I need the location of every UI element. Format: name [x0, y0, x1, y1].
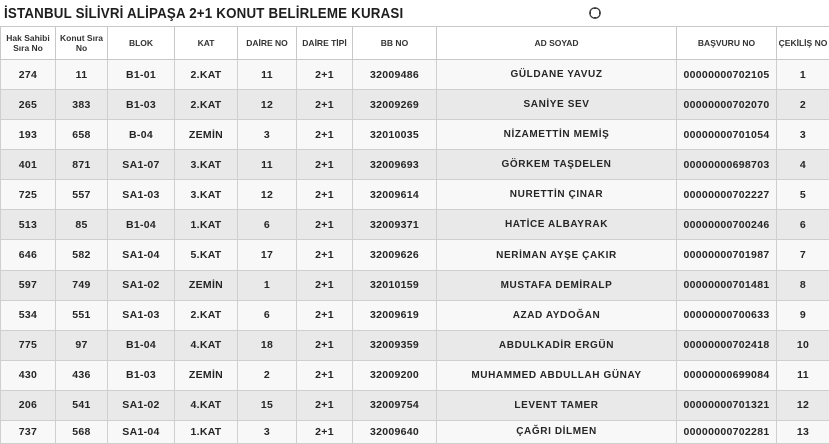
cell-daire-no: 3	[238, 420, 297, 443]
cell-bb-no: 32009269	[353, 90, 437, 120]
cell-konut-sira-no: 749	[56, 270, 108, 300]
cell-cekilis-no: 8	[777, 270, 829, 300]
cell-bb-no: 32009359	[353, 330, 437, 360]
cell-kat: 1.KAT	[175, 210, 238, 240]
cell-daire-tipi: 2+1	[297, 270, 353, 300]
cell-cekilis-no: 9	[777, 300, 829, 330]
cell-cekilis-no: 7	[777, 240, 829, 270]
cell-daire-tipi: 2+1	[297, 390, 353, 420]
cell-daire-no: 17	[238, 240, 297, 270]
cell-konut-sira-no: 97	[56, 330, 108, 360]
cell-basvuru-no: 00000000702105	[677, 60, 777, 90]
table-row	[1, 330, 829, 360]
cell-hak-sahibi-sira-no: 534	[1, 300, 56, 330]
table-row	[1, 60, 829, 90]
cell-bb-no: 32009200	[353, 360, 437, 390]
cell-ad-soyad: NURETTİN ÇINAR	[437, 180, 677, 210]
cell-daire-no: 12	[238, 90, 297, 120]
cell-hak-sahibi-sira-no: 265	[1, 90, 56, 120]
cell-kat: 2.KAT	[175, 60, 238, 90]
cell-daire-no: 6	[238, 300, 297, 330]
cell-konut-sira-no: 557	[56, 180, 108, 210]
cell-ad-soyad: LEVENT TAMER	[437, 390, 677, 420]
table-header-row	[1, 27, 829, 60]
cell-ad-soyad: SANİYE SEV	[437, 90, 677, 120]
cell-kat: 1.KAT	[175, 420, 238, 443]
page-title: İSTANBUL SİLİVRİ ALİPAŞA 2+1 KONUT BELİRLEME KURASI	[4, 6, 404, 22]
cell-konut-sira-no: 383	[56, 90, 108, 120]
cell-bb-no: 32009371	[353, 210, 437, 240]
cell-basvuru-no: 00000000702227	[677, 180, 777, 210]
header-blok: BLOK	[108, 27, 175, 60]
cell-blok: SA1-07	[108, 150, 175, 180]
cell-cekilis-no: 12	[777, 390, 829, 420]
cell-kat: 3.KAT	[175, 180, 238, 210]
cell-blok: B1-01	[108, 60, 175, 90]
cell-konut-sira-no: 568	[56, 420, 108, 443]
cell-kat: 4.KAT	[175, 330, 238, 360]
cell-daire-tipi: 2+1	[297, 360, 353, 390]
cell-blok: B-04	[108, 120, 175, 150]
cell-ad-soyad: MUSTAFA DEMİRALP	[437, 270, 677, 300]
cell-konut-sira-no: 658	[56, 120, 108, 150]
cell-konut-sira-no: 871	[56, 150, 108, 180]
table-row	[1, 420, 829, 443]
header-basvuru-no: BAŞVURU NO	[677, 27, 777, 60]
cell-konut-sira-no: 436	[56, 360, 108, 390]
cell-bb-no: 32010035	[353, 120, 437, 150]
cell-basvuru-no: 00000000701481	[677, 270, 777, 300]
cell-blok: SA1-02	[108, 270, 175, 300]
cell-hak-sahibi-sira-no: 737	[1, 420, 56, 443]
cell-blok: SA1-04	[108, 420, 175, 443]
cell-blok: B1-03	[108, 360, 175, 390]
cell-bb-no: 32009693	[353, 150, 437, 180]
cell-bb-no: 32009626	[353, 240, 437, 270]
cell-blok: SA1-03	[108, 300, 175, 330]
cell-cekilis-no: 11	[777, 360, 829, 390]
cell-ad-soyad: HATİCE ALBAYRAK	[437, 210, 677, 240]
cell-basvuru-no: 00000000701987	[677, 240, 777, 270]
cell-bb-no: 32009614	[353, 180, 437, 210]
table-row	[1, 390, 829, 420]
table-row	[1, 360, 829, 390]
cell-basvuru-no: 00000000700633	[677, 300, 777, 330]
cell-bb-no: 32009754	[353, 390, 437, 420]
cell-blok: SA1-02	[108, 390, 175, 420]
cell-konut-sira-no: 85	[56, 210, 108, 240]
cell-hak-sahibi-sira-no: 775	[1, 330, 56, 360]
header-kat: KAT	[175, 27, 238, 60]
cell-daire-no: 11	[238, 60, 297, 90]
cell-kat: 4.KAT	[175, 390, 238, 420]
table-row	[1, 210, 829, 240]
cell-basvuru-no: 00000000698703	[677, 150, 777, 180]
cell-basvuru-no: 00000000702418	[677, 330, 777, 360]
cell-basvuru-no: 00000000701054	[677, 120, 777, 150]
cell-daire-tipi: 2+1	[297, 120, 353, 150]
cell-cekilis-no: 6	[777, 210, 829, 240]
cell-konut-sira-no: 582	[56, 240, 108, 270]
cell-ad-soyad: ÇAĞRI DİLMEN	[437, 420, 677, 443]
cell-daire-tipi: 2+1	[297, 60, 353, 90]
cell-kat: 3.KAT	[175, 150, 238, 180]
cell-hak-sahibi-sira-no: 206	[1, 390, 56, 420]
cell-cekilis-no: 10	[777, 330, 829, 360]
cell-bb-no: 32010159	[353, 270, 437, 300]
cell-daire-tipi: 2+1	[297, 330, 353, 360]
cell-cekilis-no: 1	[777, 60, 829, 90]
cell-basvuru-no: 00000000702281	[677, 420, 777, 443]
cell-blok: B1-04	[108, 210, 175, 240]
cell-bb-no: 32009486	[353, 60, 437, 90]
cell-daire-no: 18	[238, 330, 297, 360]
header-cekilis-no: ÇEKİLİŞ NO	[777, 27, 829, 60]
cell-daire-tipi: 2+1	[297, 300, 353, 330]
cell-blok: SA1-03	[108, 180, 175, 210]
cell-daire-no: 2	[238, 360, 297, 390]
cell-ad-soyad: ABDULKADİR ERGÜN	[437, 330, 677, 360]
cell-daire-tipi: 2+1	[297, 210, 353, 240]
cell-hak-sahibi-sira-no: 725	[1, 180, 56, 210]
cell-daire-tipi: 2+1	[297, 240, 353, 270]
cell-ad-soyad: NERİMAN AYŞE ÇAKIR	[437, 240, 677, 270]
cell-kat: 2.KAT	[175, 90, 238, 120]
cell-ad-soyad: AZAD AYDOĞAN	[437, 300, 677, 330]
cell-hak-sahibi-sira-no: 646	[1, 240, 56, 270]
cell-bb-no: 32009640	[353, 420, 437, 443]
cell-hak-sahibi-sira-no: 401	[1, 150, 56, 180]
cell-cekilis-no: 5	[777, 180, 829, 210]
cell-ad-soyad: MUHAMMED ABDULLAH GÜNAY	[437, 360, 677, 390]
cell-konut-sira-no: 11	[56, 60, 108, 90]
cell-cekilis-no: 2	[777, 90, 829, 120]
table-row	[1, 270, 829, 300]
cell-basvuru-no: 00000000702070	[677, 90, 777, 120]
cell-konut-sira-no: 541	[56, 390, 108, 420]
header-daire-tipi: DAİRE TİPİ	[297, 27, 353, 60]
cell-konut-sira-no: 551	[56, 300, 108, 330]
cell-basvuru-no: 00000000699084	[677, 360, 777, 390]
cell-cekilis-no: 13	[777, 420, 829, 443]
table-row	[1, 300, 829, 330]
header-daire-no: DAİRE NO	[238, 27, 297, 60]
cell-hak-sahibi-sira-no: 193	[1, 120, 56, 150]
table-row	[1, 120, 829, 150]
cell-kat: 2.KAT	[175, 300, 238, 330]
table-row	[1, 180, 829, 210]
cell-hak-sahibi-sira-no: 597	[1, 270, 56, 300]
cell-hak-sahibi-sira-no: 430	[1, 360, 56, 390]
cell-blok: SA1-04	[108, 240, 175, 270]
cell-blok: B1-04	[108, 330, 175, 360]
cell-basvuru-no: 00000000700246	[677, 210, 777, 240]
move-cursor-icon	[588, 6, 602, 20]
cell-hak-sahibi-sira-no: 513	[1, 210, 56, 240]
cell-cekilis-no: 4	[777, 150, 829, 180]
table-row	[1, 150, 829, 180]
cell-kat: ZEMİN	[175, 120, 238, 150]
cell-blok: B1-03	[108, 90, 175, 120]
cell-hak-sahibi-sira-no: 274	[1, 60, 56, 90]
cell-basvuru-no: 00000000701321	[677, 390, 777, 420]
cell-kat: ZEMİN	[175, 270, 238, 300]
cell-daire-tipi: 2+1	[297, 90, 353, 120]
cell-daire-tipi: 2+1	[297, 420, 353, 443]
cell-daire-no: 6	[238, 210, 297, 240]
cell-ad-soyad: GÜLDANE YAVUZ	[437, 60, 677, 90]
cell-bb-no: 32009619	[353, 300, 437, 330]
cell-daire-no: 3	[238, 120, 297, 150]
cell-daire-tipi: 2+1	[297, 180, 353, 210]
header-hak-sahibi-sira-no: Hak Sahibi Sıra No	[1, 27, 56, 60]
table-row	[1, 90, 829, 120]
cell-cekilis-no: 3	[777, 120, 829, 150]
cell-ad-soyad: NİZAMETTİN MEMİŞ	[437, 120, 677, 150]
header-konut-sira-no: Konut Sıra No	[56, 27, 108, 60]
cell-daire-tipi: 2+1	[297, 150, 353, 180]
cell-daire-no: 15	[238, 390, 297, 420]
cell-kat: 5.KAT	[175, 240, 238, 270]
table-row	[1, 240, 829, 270]
cell-daire-no: 1	[238, 270, 297, 300]
cell-ad-soyad: GÖRKEM TAŞDELEN	[437, 150, 677, 180]
cell-daire-no: 12	[238, 180, 297, 210]
header-bb-no: BB NO	[353, 27, 437, 60]
results-table	[0, 26, 829, 444]
cell-kat: ZEMİN	[175, 360, 238, 390]
cell-daire-no: 11	[238, 150, 297, 180]
header-ad-soyad: AD SOYAD	[437, 27, 677, 60]
